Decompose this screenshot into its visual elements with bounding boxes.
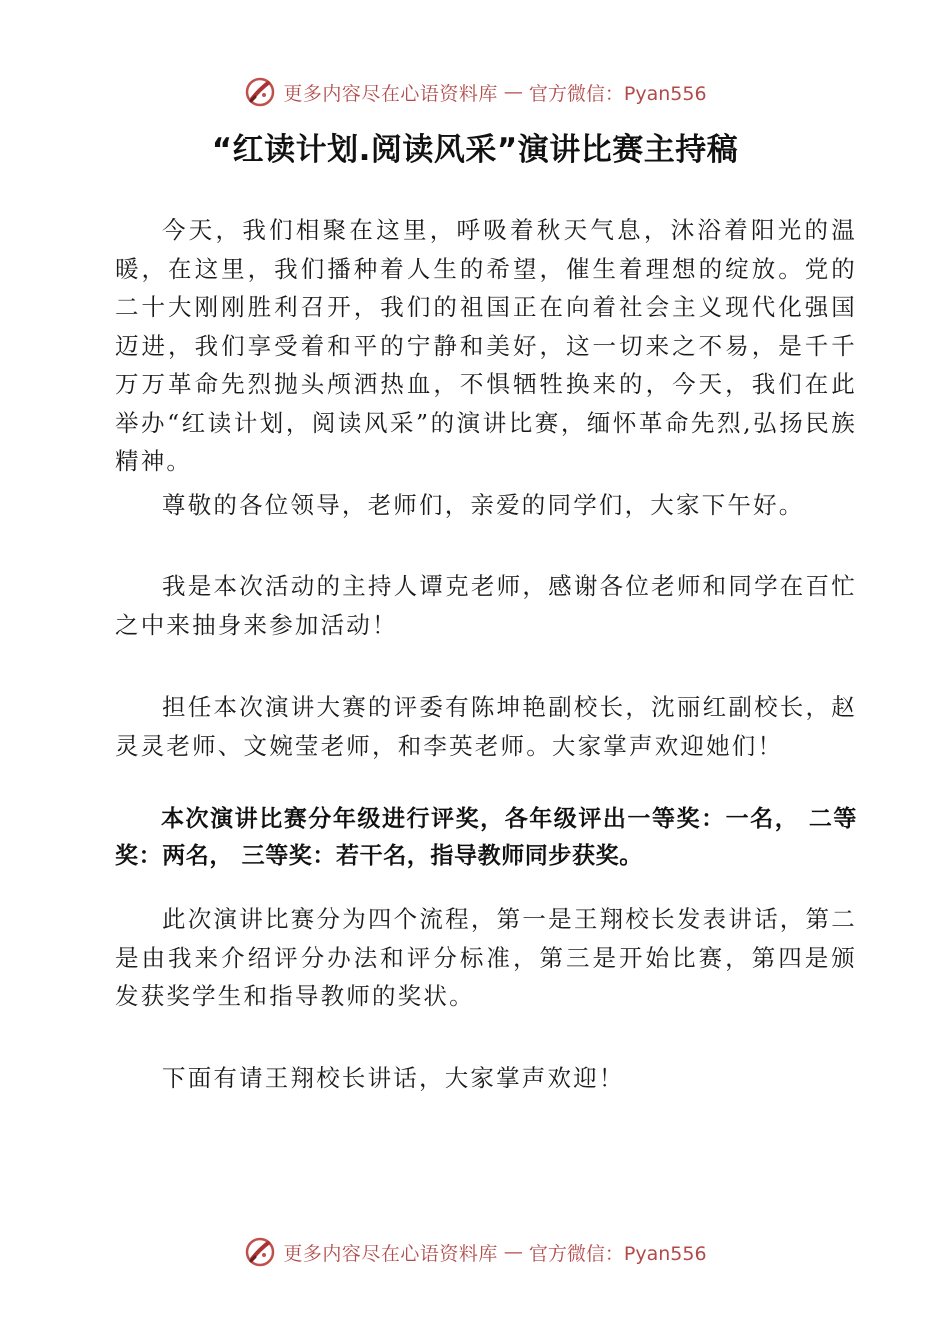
footer-banner-text: 更多内容尽在心语资料库 bbox=[283, 1242, 498, 1265]
footer-banner bbox=[0, 1232, 950, 1272]
paragraph-host-intro: 我是本次活动的主持人谭克老师，感谢各位老师和同学在百忙之中来抽身来参加活动！ bbox=[115, 572, 857, 639]
paragraph-awards: 本次演讲比赛分年级进行评奖，各年级评出一等奖：一名， 二等奖：两名， 三等奖：若干名，指导教师同步获奖。 bbox=[115, 806, 857, 869]
brush-pen-logo-icon bbox=[243, 75, 277, 109]
document-title: “红读计划.阅读风采”演讲比赛主持稿 bbox=[211, 132, 739, 168]
brush-pen-logo-icon bbox=[243, 1235, 277, 1269]
paragraph-process: 此次演讲比赛分为四个流程，第一是王翔校长发表讲话，第二是由我来介绍评分办法和评分标准，第三是开始比赛，第四是颁发获奖学生和指导教师的奖状。 bbox=[115, 905, 857, 1010]
header-banner bbox=[0, 72, 950, 112]
banner-separator: — bbox=[503, 81, 523, 103]
paragraph-judges: 担任本次演讲大赛的评委有陈坤艳副校长，沈丽红副校长，赵灵灵老师、文婉莹老师，和李英老师。大家掌声欢迎她们！ bbox=[115, 693, 857, 760]
footer-banner-separator: — bbox=[503, 1241, 523, 1263]
paragraph-invitation: 下面有请王翔校长讲话，大家掌声欢迎！ bbox=[162, 1064, 625, 1092]
banner-contact: 官方微信：Pyan556 bbox=[528, 82, 707, 105]
paragraph-greeting: 尊敬的各位领导，老师们，亲爱的同学们，大家下午好。 bbox=[162, 491, 805, 519]
banner-text: 更多内容尽在心语资料库 bbox=[283, 82, 498, 105]
paragraph-opening: 今天，我们相聚在这里，呼吸着秋天气息，沐浴着阳光的温暖，在这里，我们播种着人生的希望，催生着理想的绽放。党的二十大刚刚胜利召开，我们的祖国正在向着社会主义现代化强国迈进，我们享受着和平的宁静和美好，这一切来之不易，是千千万万革命先烈抛头颅洒热血，不惧牺牲换来的，今天，我们在此举办“红读计划，阅读风采”的演讲比赛，缅怀革命先烈,弘扬民族精神。 bbox=[115, 216, 857, 475]
footer-banner-contact: 官方微信：Pyan556 bbox=[528, 1242, 707, 1265]
